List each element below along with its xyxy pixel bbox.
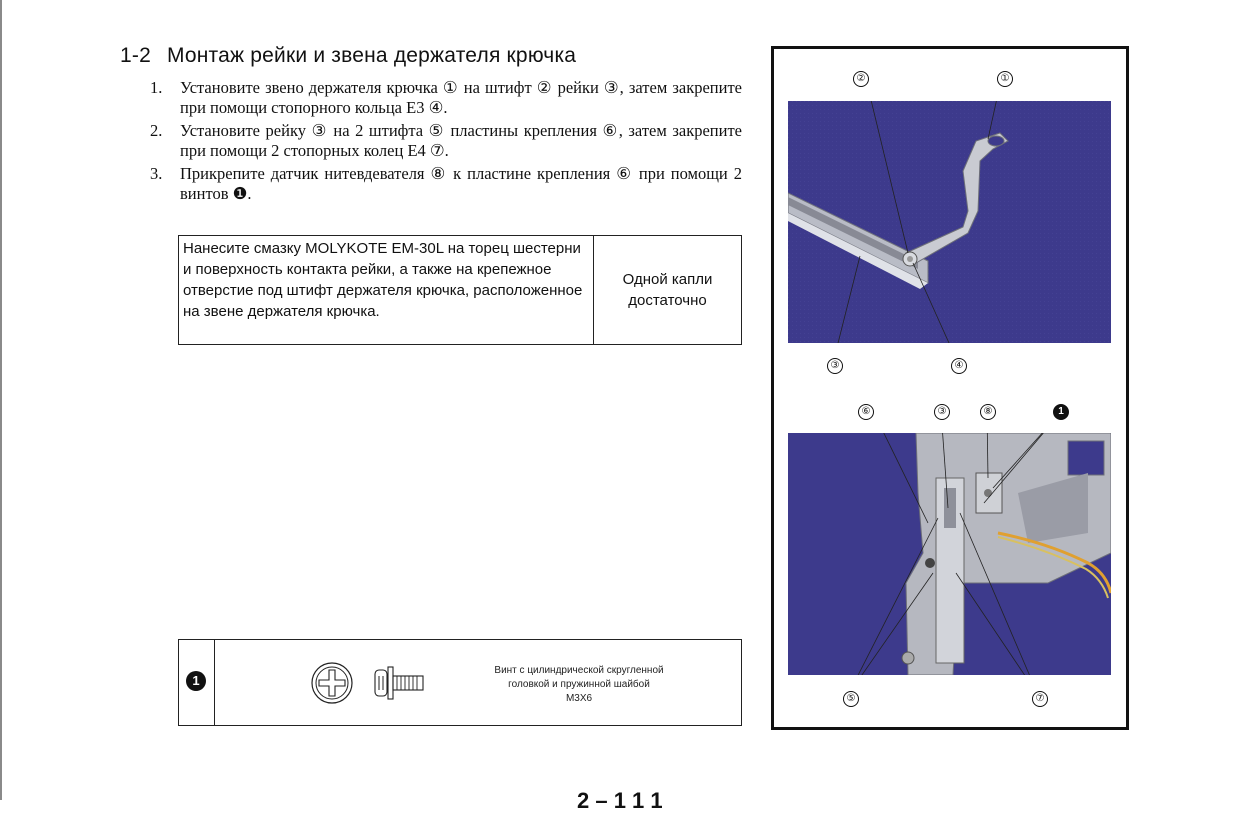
step-number: 2. — [150, 121, 163, 140]
callout-7: ⑦ — [1032, 691, 1048, 707]
screw-legend — [178, 639, 742, 726]
screw-badge: 1 — [186, 671, 206, 691]
step-text: Установите звено держателя крючка ① на штифт ② рейки ③, затем закрепите при помощи стопорного кольца E3 ④. — [180, 78, 742, 117]
lubrication-instruction: Нанесите смазку MOLYKOTE EM-30L на торец шестерни и поверхность контакта рейки, а также на крепежное отверстие под штифт держателя крючка, расположенное на звене держателя крючка. — [179, 236, 594, 345]
step-number: 3. — [150, 164, 163, 183]
section-title: Монтаж рейки и звена держателя крючка — [166, 44, 577, 67]
instruction-step — [150, 78, 742, 118]
page-left-edge — [0, 0, 2, 800]
section-heading — [120, 44, 576, 68]
callout-8: ⑧ — [980, 404, 996, 420]
rack-link-photo — [788, 101, 1111, 343]
screw-desc-line: M3X6 — [565, 693, 593, 704]
callout-6: ⑥ — [858, 404, 874, 420]
screw-description — [479, 664, 679, 706]
legend-divider — [214, 640, 215, 725]
instruction-step — [150, 121, 742, 161]
step-text: Установите рейку ③ на 2 штифта ⑤ пластины крепления ⑥, затем закрепите при помощи 2 стопорных колец E4 ⑦. — [180, 121, 742, 160]
callout-3: ③ — [827, 358, 843, 374]
callout-5: ⑤ — [843, 691, 859, 707]
screw-desc-line: Винт с цилиндрической скругленной — [494, 665, 664, 676]
screw-icon — [309, 660, 429, 706]
callout-screw-1: 1 — [1053, 404, 1069, 420]
step-number: 1. — [150, 78, 163, 97]
assembly-figure — [771, 46, 1129, 730]
lubrication-amount: Одной капли достаточно — [594, 236, 742, 345]
screw-desc-line: головкой и пружинной шайбой — [508, 679, 650, 690]
lubrication-note-table — [178, 235, 742, 345]
callout-2: ② — [853, 71, 869, 87]
page-number: 2 – 1 1 1 — [577, 788, 663, 813]
callout-3-lower: ③ — [934, 404, 950, 420]
callout-4: ④ — [951, 358, 967, 374]
section-number: 1-2 — [120, 44, 151, 67]
instruction-list — [150, 78, 742, 207]
callout-1: ① — [997, 71, 1013, 87]
instruction-step — [150, 164, 742, 204]
step-text: Прикрепите датчик нитевдевателя ⑧ к пластине крепления ⑥ при помощи 2 винтов ❶. — [180, 164, 742, 203]
mounting-plate-photo — [788, 433, 1111, 675]
